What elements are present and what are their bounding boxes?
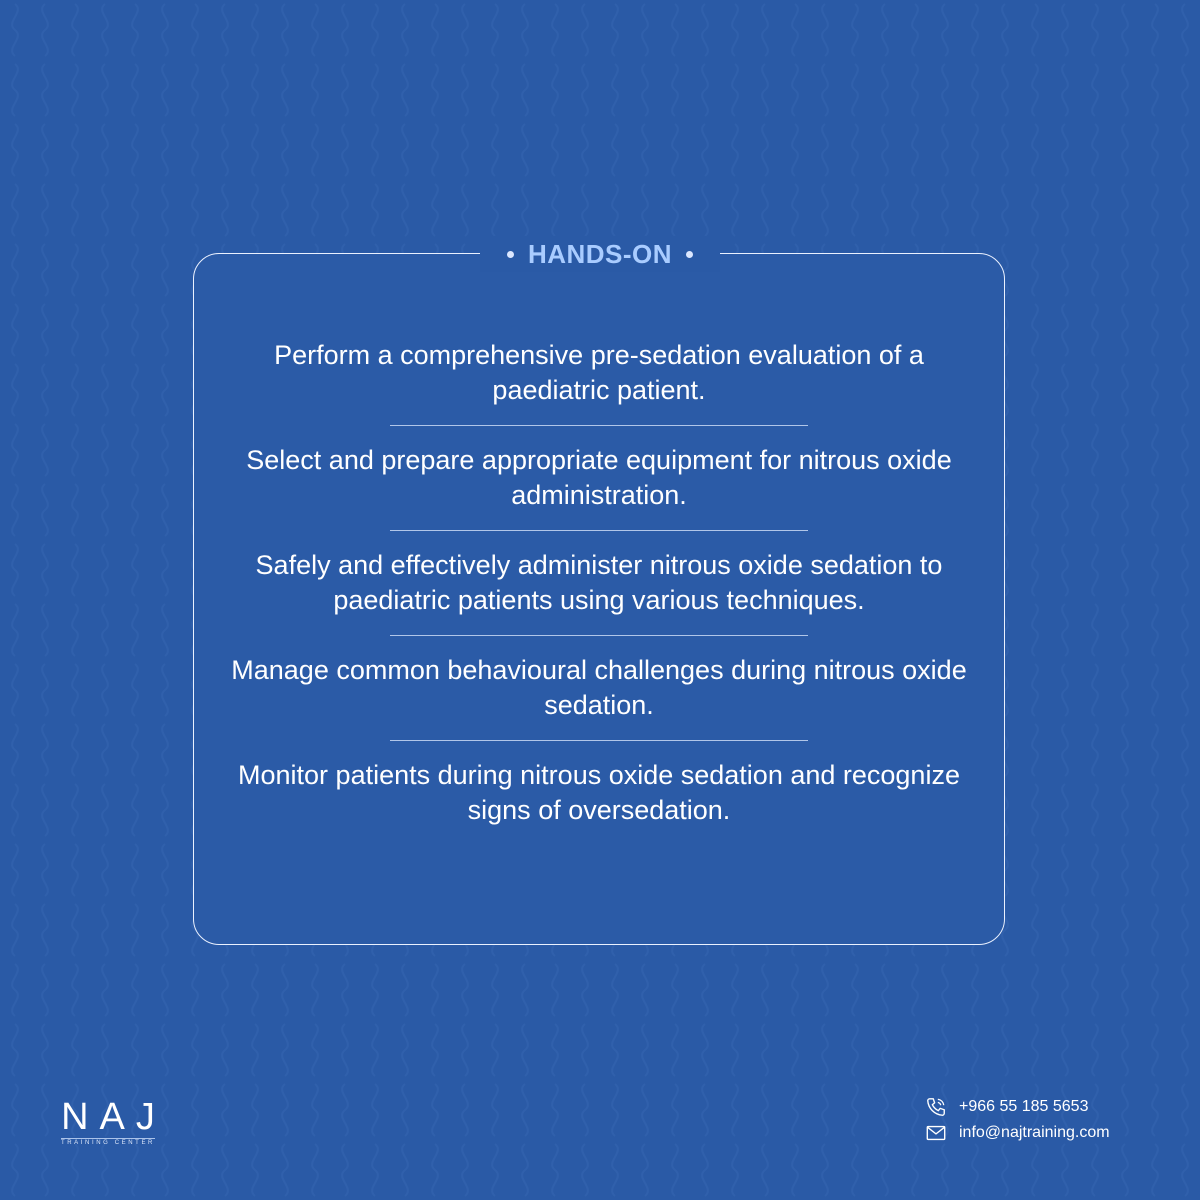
contact-block [925, 1094, 1175, 1146]
logo-tagline: TRAINING CENTER [60, 1140, 155, 1146]
list-item: Safely and effectively administer nitrous oxide sedation to paediatric patients using various techniques. [255, 550, 943, 615]
email-row[interactable] [925, 1120, 1175, 1146]
divider [390, 530, 808, 531]
phone-icon [925, 1096, 947, 1118]
card-title-text: HANDS-ON [527, 238, 673, 269]
phone-row[interactable] [925, 1094, 1175, 1120]
email-address: info@najtraining.com [959, 1124, 1110, 1141]
hands-on-list [193, 338, 1005, 828]
list-item: Monitor patients during nitrous oxide sedation and recognize signs of oversedation. [238, 760, 960, 825]
title-dot-left [507, 251, 514, 258]
list-item: Manage common behavioural challenges during nitrous oxide sedation. [231, 655, 967, 720]
divider [390, 635, 808, 636]
mail-icon [925, 1122, 947, 1144]
phone-number: +966 55 185 5653 [959, 1098, 1089, 1115]
list-item: Select and prepare appropriate equipment for nitrous oxide administration. [246, 445, 952, 510]
list-item: Perform a comprehensive pre-sedation evaluation of a paediatric patient. [274, 340, 924, 405]
divider [390, 740, 808, 741]
naj-logo [48, 1098, 168, 1144]
logo-wordmark: NAJ [61, 1096, 166, 1138]
title-dot-right [686, 251, 693, 258]
card-title [480, 236, 720, 272]
divider [390, 425, 808, 426]
